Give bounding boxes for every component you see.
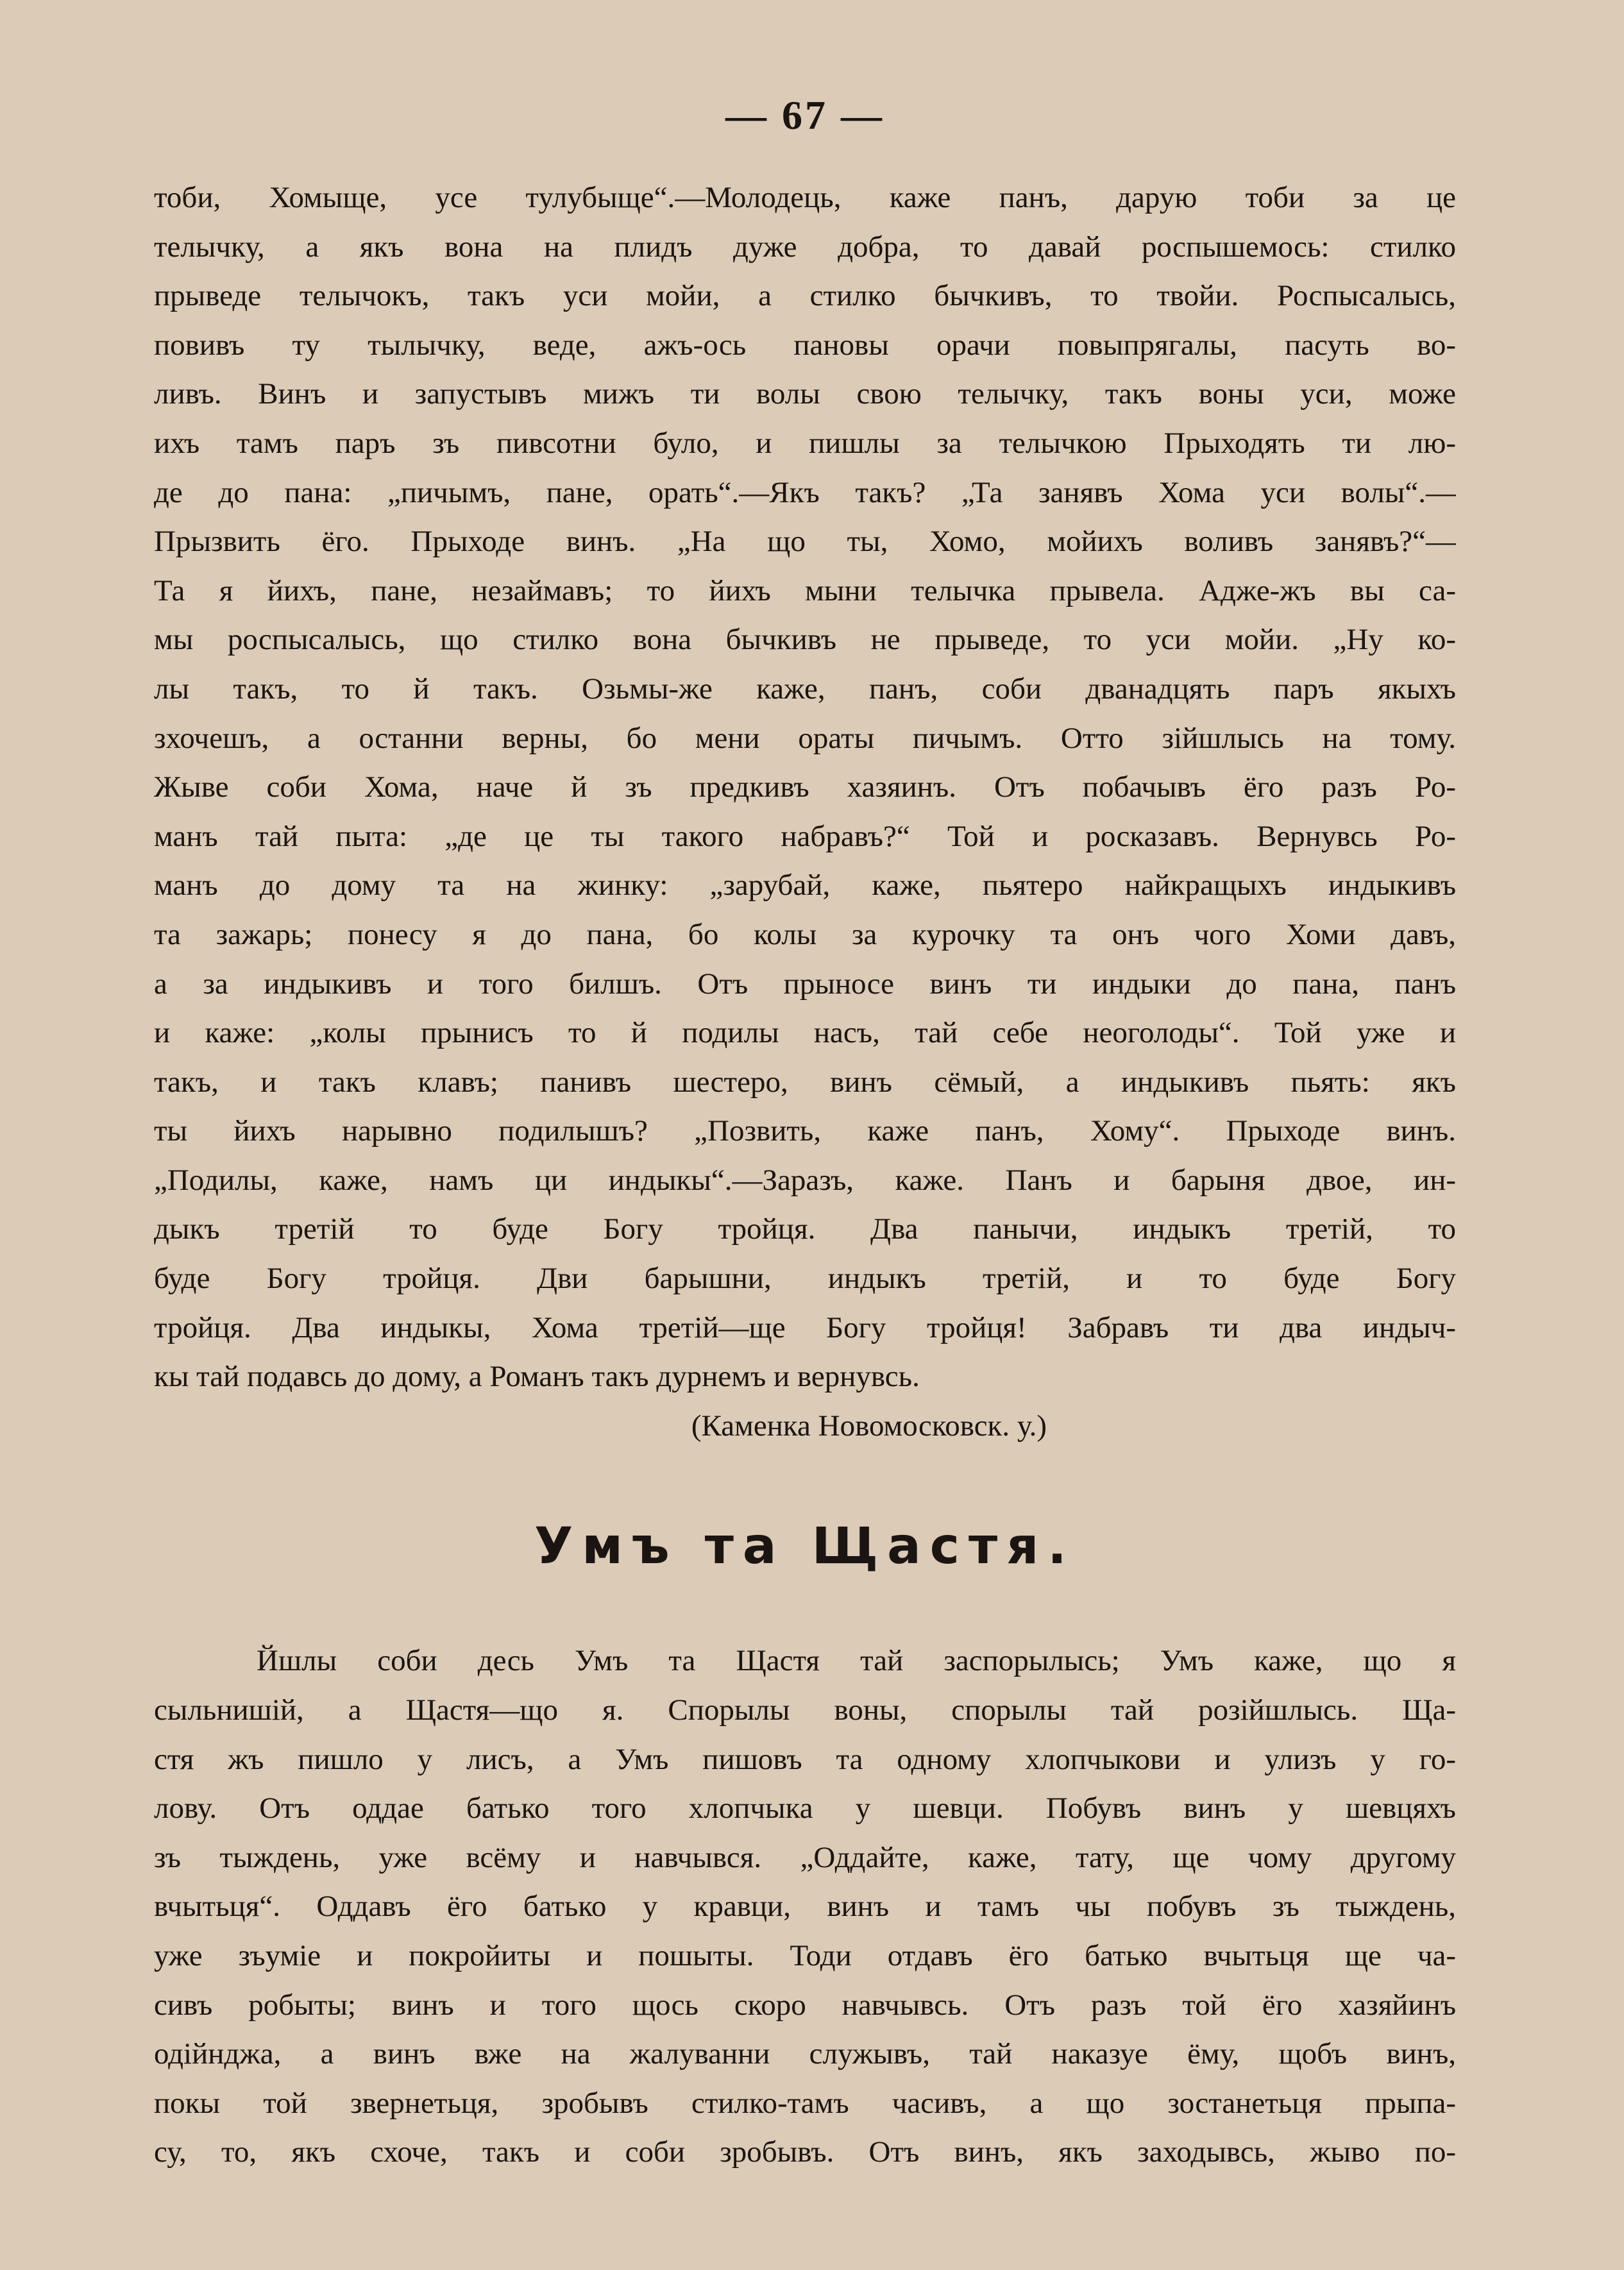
text-line: а за индыкивъ и того билшъ. Отъ прыносе винъ ти индыки до пана, панъ xyxy=(154,967,1456,1001)
text-line: повивъ ту тылычку, веде, ажъ-ось пановы орачи повыпрягалы, пасуть во- xyxy=(154,328,1456,362)
text-line: кы тай подавсь до дому, а Романъ такъ дурнемъ и вернувсь. xyxy=(154,1360,920,1394)
text-line: Прызвить ёго. Прыходе винъ. „На що ты, Хомо, мойихъ воливъ занявъ?“— xyxy=(154,525,1456,559)
text-line: и каже: „колы прынисъ то й подилы насъ, тай себе неоголоды“. Той уже и xyxy=(154,1016,1456,1050)
text-line: телычку, а якъ вона на плидъ дуже добра, то давай роспышемось: стилко xyxy=(154,230,1456,264)
text-line: буде Богу тройця. Дви барышни, индыкъ третій, и то буде Богу xyxy=(154,1262,1456,1296)
page-number: — 67 — xyxy=(725,92,884,138)
text-line: ты йихъ нарывно подилышъ? „Позвить, каже панъ, Хому“. Прыходе винъ. xyxy=(154,1114,1456,1148)
text-line: ливъ. Винъ и запустывъ мижъ ти волы свою телычку, такъ воны уси, може xyxy=(154,377,1456,411)
text-line: мы роспысалысь, що стилко вона бычкивъ не прыведе, то уси мойи. „Ну ко- xyxy=(154,623,1456,657)
text-line: манъ до дому та на жинку: „зарубай, каже, пьятеро найкращыхъ индыкивъ xyxy=(154,868,1456,902)
text-line: такъ, и такъ клавъ; панивъ шестеро, винъ сёмый, а индыкивъ пьять: якъ xyxy=(154,1065,1456,1099)
text-line: ихъ тамъ паръ зъ пивсотни було, и пишлы за телычкою Прыходять ти лю- xyxy=(154,426,1456,460)
text-line: тоби, Хомыще, усе тулубыще“.—Молодець, каже панъ, дарую тоби за це xyxy=(154,181,1456,214)
text-line: вчытьця“. Оддавъ ёго батько у кравци, винъ и тамъ чы побувъ зъ тыждень, xyxy=(154,1890,1456,1924)
text-line: одійнджа, а винъ вже на жалуванни служывъ, тай наказуе ёму, щобъ винъ, xyxy=(154,2037,1456,2071)
text-line: де до пана: „пичымъ, пане, орать“.—Якъ такъ? „Та занявъ Хома уси волы“.— xyxy=(154,475,1456,509)
text-line: тройця. Два индыкы, Хома третій—ще Богу тройця! Забравъ ти два индыч- xyxy=(154,1310,1456,1344)
text-line: дыкъ третій то буде Богу тройця. Два панычи, индыкъ третій, то xyxy=(154,1212,1456,1246)
text-line: лову. Отъ оддае батько того хлопчыка у шевци. Побувъ винъ у шевцяхъ xyxy=(154,1791,1456,1825)
source-note: (Каменка Новомосковск. у.) xyxy=(691,1409,1047,1443)
text-line: сыльнишій, а Щастя—що я. Спорылы воны, спорылы тай розійшлысь. Ща- xyxy=(154,1693,1456,1727)
text-line: Жыве соби Хома, наче й зъ предкивъ хазяинъ. Отъ побачывъ ёго разъ Ро- xyxy=(154,770,1456,804)
document-page xyxy=(154,83,1456,2177)
text-line: су, то, якъ схоче, такъ и соби зробывъ. Отъ винъ, якъ заходывсь, жыво по- xyxy=(154,2135,1456,2169)
text-line: сивъ робыты; винъ и того щось скоро навчывсь. Отъ разъ той ёго хазяйинъ xyxy=(154,1988,1456,2022)
text-line: прыведе телычокъ, такъ уси мойи, а стилко бычкивъ, то твойи. Роспысалысь, xyxy=(154,279,1456,313)
text-line: лы такъ, то й такъ. Озьмы-же каже, панъ, соби дванадцять паръ якыхъ xyxy=(154,672,1456,706)
text-line: покы той звернетьця, зробывъ стилко-тамъ часивъ, а що зостанетьця прыпа- xyxy=(154,2086,1456,2120)
text-line: Та я йихъ, пане, незаймавъ; то йихъ мыни телычка прывела. Адже-жъ вы са- xyxy=(154,573,1456,607)
text-line: „Подилы, каже, намъ ци индыкы“.—Заразъ, каже. Панъ и барыня двое, ин- xyxy=(154,1163,1456,1197)
text-line: стя жъ пишло у лисъ, а Умъ пишовъ та одному хлопчыкови и улизъ у го- xyxy=(154,1742,1456,1776)
text-line: та зажарь; понесу я до пана, бо колы за курочку та онъ чого Хоми давъ, xyxy=(154,917,1456,951)
story-title: Умъ та Щастя. xyxy=(534,1518,1076,1576)
text-line: зхочешъ, а останни верны, бо мени ораты пичымъ. Отто зійшлысь на тому. xyxy=(154,721,1456,755)
text-line: Йшлы соби десь Умъ та Щастя тай заспорылысь; Умъ каже, що я xyxy=(257,1644,1456,1678)
text-line: уже зъуміе и покройиты и пошыты. Тоди отдавъ ёго батько вчытьця ще ча- xyxy=(154,1939,1456,1972)
text-line: манъ тай пыта: „де це ты такого набравъ?“ Той и росказавъ. Вернувсь Ро- xyxy=(154,819,1456,853)
paragraph-2 xyxy=(154,1636,1456,2177)
paragraph-1 xyxy=(154,173,1456,1402)
text-line: зъ тыждень, уже всёму и навчывся. „Оддайте, каже, тату, ще чому другому xyxy=(154,1840,1456,1874)
